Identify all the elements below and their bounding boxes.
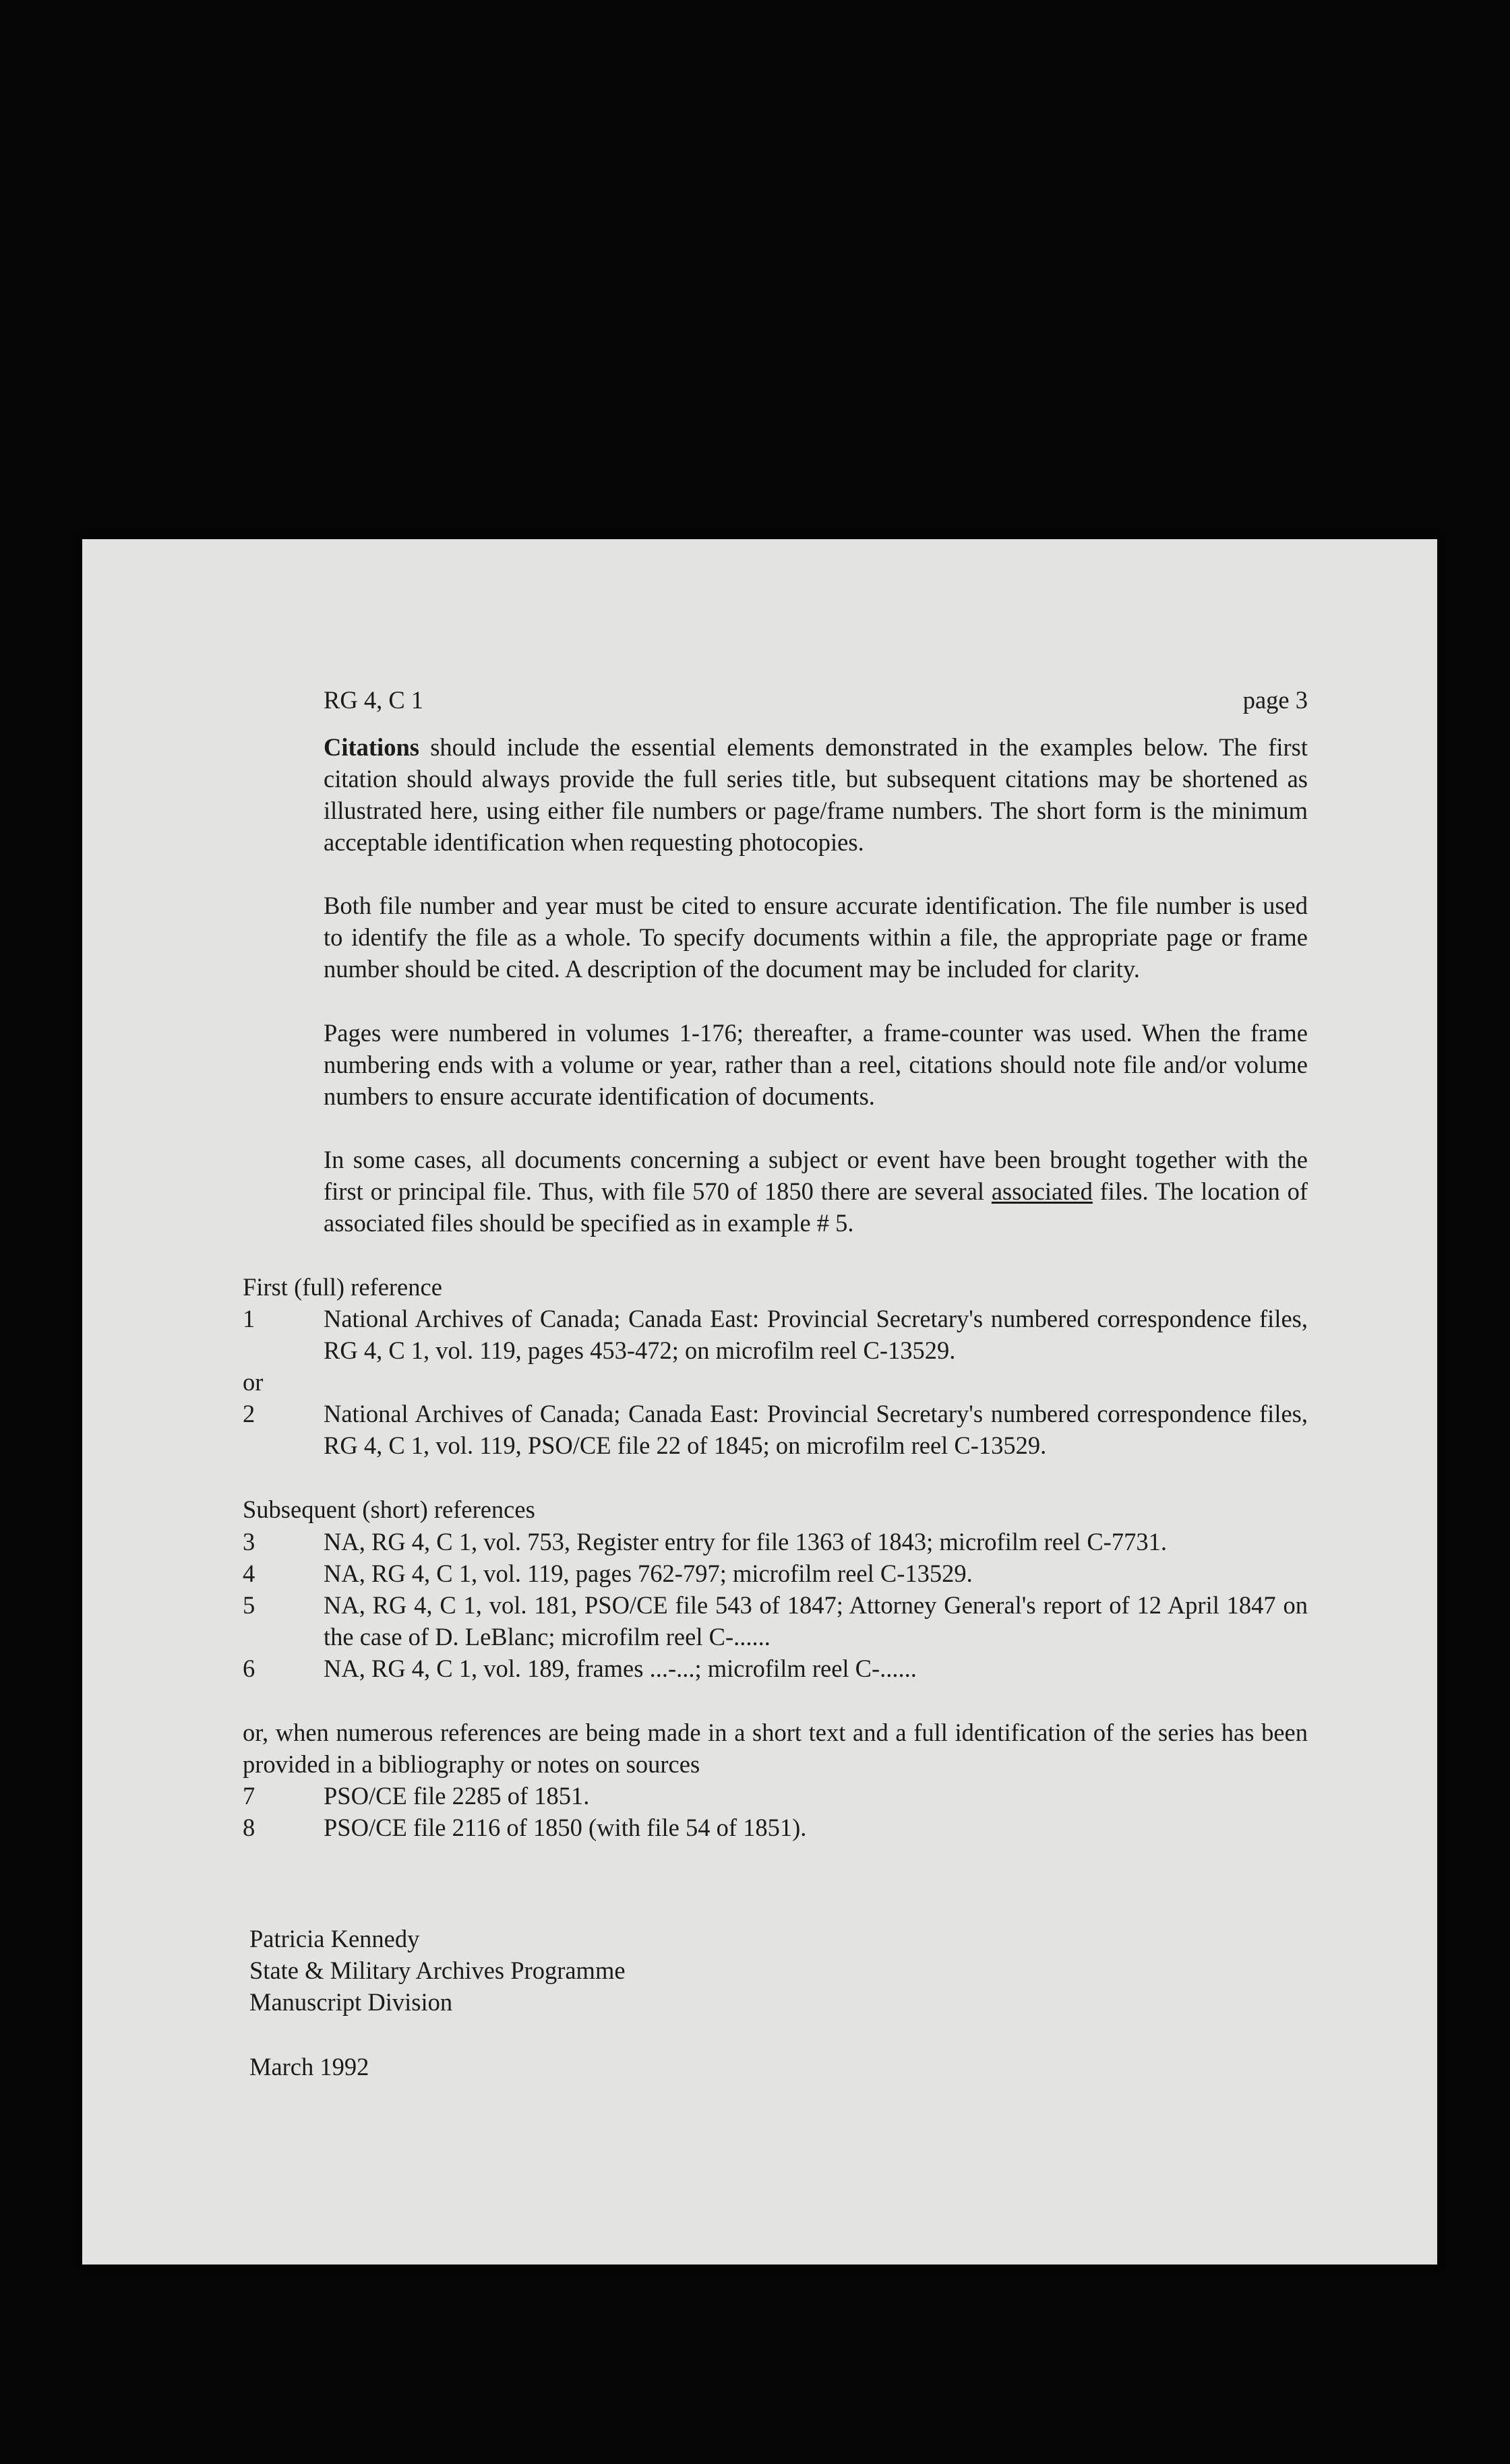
reference-item: [243, 1780, 1308, 1812]
reference-number: 2: [243, 1400, 255, 1428]
reference-text: NA, RG 4, C 1, vol. 753, Register entry for file 1363 of 1843; microfilm reel C-7731.: [324, 1527, 1167, 1556]
document-page: [82, 539, 1437, 2265]
short-text-intro: or, when numerous references are being made in a short text and a full identification of the series has been provided in a bibliography or notes on sources: [243, 1718, 1308, 1779]
document-date: March 1992: [249, 2052, 369, 2081]
reference-item: [243, 1653, 1308, 1684]
author-programme: State & Military Archives Programme: [249, 1957, 626, 1985]
reference-number: 5: [243, 1591, 255, 1619]
reference-number: 4: [243, 1559, 255, 1587]
page-header: [243, 684, 1308, 731]
underlined-word: associated: [991, 1177, 1093, 1205]
page-body: [243, 684, 1308, 2083]
reference-number: 3: [243, 1527, 255, 1556]
subsequent-references-title: Subsequent (short) references: [243, 1496, 535, 1524]
reference-text: NA, RG 4, C 1, vol. 119, pages 762-797; microfilm reel C-13529.: [324, 1559, 973, 1587]
reference-item: [243, 1558, 1308, 1589]
author-division: Manuscript Division: [249, 1988, 453, 2016]
reference-number: 6: [243, 1654, 255, 1682]
reference-number: 1: [243, 1305, 255, 1333]
reference-number: 8: [243, 1814, 255, 1842]
paragraph-file-number: Both file number and year must be cited to ensure accurate identification. The file number is used to identify the file as a whole. To specify documents within a file, the appropriate page or frame number should be cited. A description of the document may be included for clarity.: [324, 892, 1308, 983]
reference-item: [243, 1398, 1308, 1461]
reference-text: National Archives of Canada; Canada East: Provincial Secretary's numbered correspondence files, RG 4, C 1, vol. 119, PSO/CE file 22 of 1845; on microfilm reel C-13529.: [324, 1400, 1308, 1460]
reference-text: National Archives of Canada; Canada East: Provincial Secretary's numbered correspondence files, RG 4, C 1, vol. 119, pages 453-472; on microfilm reel C-13529.: [324, 1305, 1308, 1365]
reference-text: PSO/CE file 2116 of 1850 (with file 54 of 1851).: [324, 1814, 807, 1842]
paragraph-text: should include the essential elements demonstrated in the examples below. The first citation should always provide the full series title, but subsequent citations may be shortened as illustrated here, using either file numbers or page/frame numbers. The short form is the minimum acceptable identification when requesting photocopies.: [324, 733, 1308, 857]
first-reference-section: [243, 1271, 1308, 1461]
short-text-section: [243, 1717, 1308, 1843]
reference-number: 7: [243, 1782, 255, 1810]
paragraph-associated-files: [324, 1144, 1308, 1239]
author-name: Patricia Kennedy: [249, 1925, 420, 1953]
reference-text: NA, RG 4, C 1, vol. 181, PSO/CE file 543 of 1847; Attorney General's report of 12 April 1847 on the case of D. LeBlanc; microfilm reel C-......: [324, 1591, 1308, 1651]
paragraph-lead: Citations: [324, 733, 419, 761]
paragraph-citations: [324, 731, 1308, 858]
reference-item: [243, 1812, 1308, 1843]
signature-block: [249, 1923, 1308, 2018]
reference-text: NA, RG 4, C 1, vol. 189, frames ...-...; microfilm reel C-......: [324, 1654, 917, 1682]
reference-text: PSO/CE file 2285 of 1851.: [324, 1782, 590, 1810]
or-separator: or: [243, 1368, 264, 1396]
paragraph-pages: Pages were numbered in volumes 1-176; thereafter, a frame-counter was used. When the frame numbering ends with a volume or year, rather than a reel, citations should note file and/or volume numbers to ensure accurate identification of documents.: [324, 1018, 1308, 1110]
reference-item: [243, 1303, 1308, 1366]
series-reference: RG 4, C 1: [324, 686, 424, 714]
paragraph-text: files. The location of associated files should be specified as in example # 5.: [324, 1177, 1308, 1237]
first-reference-title: First (full) reference: [243, 1273, 442, 1301]
paragraph-text: In some cases, all documents concerning a subject or event have been brought together with the first or principal file. Thus, with file 570 of 1850 there are several: [324, 1145, 1308, 1205]
reference-item: [243, 1589, 1308, 1653]
subsequent-references-section: [243, 1493, 1308, 1684]
page-number: page 3: [1242, 686, 1308, 714]
reference-item: [243, 1526, 1308, 1558]
